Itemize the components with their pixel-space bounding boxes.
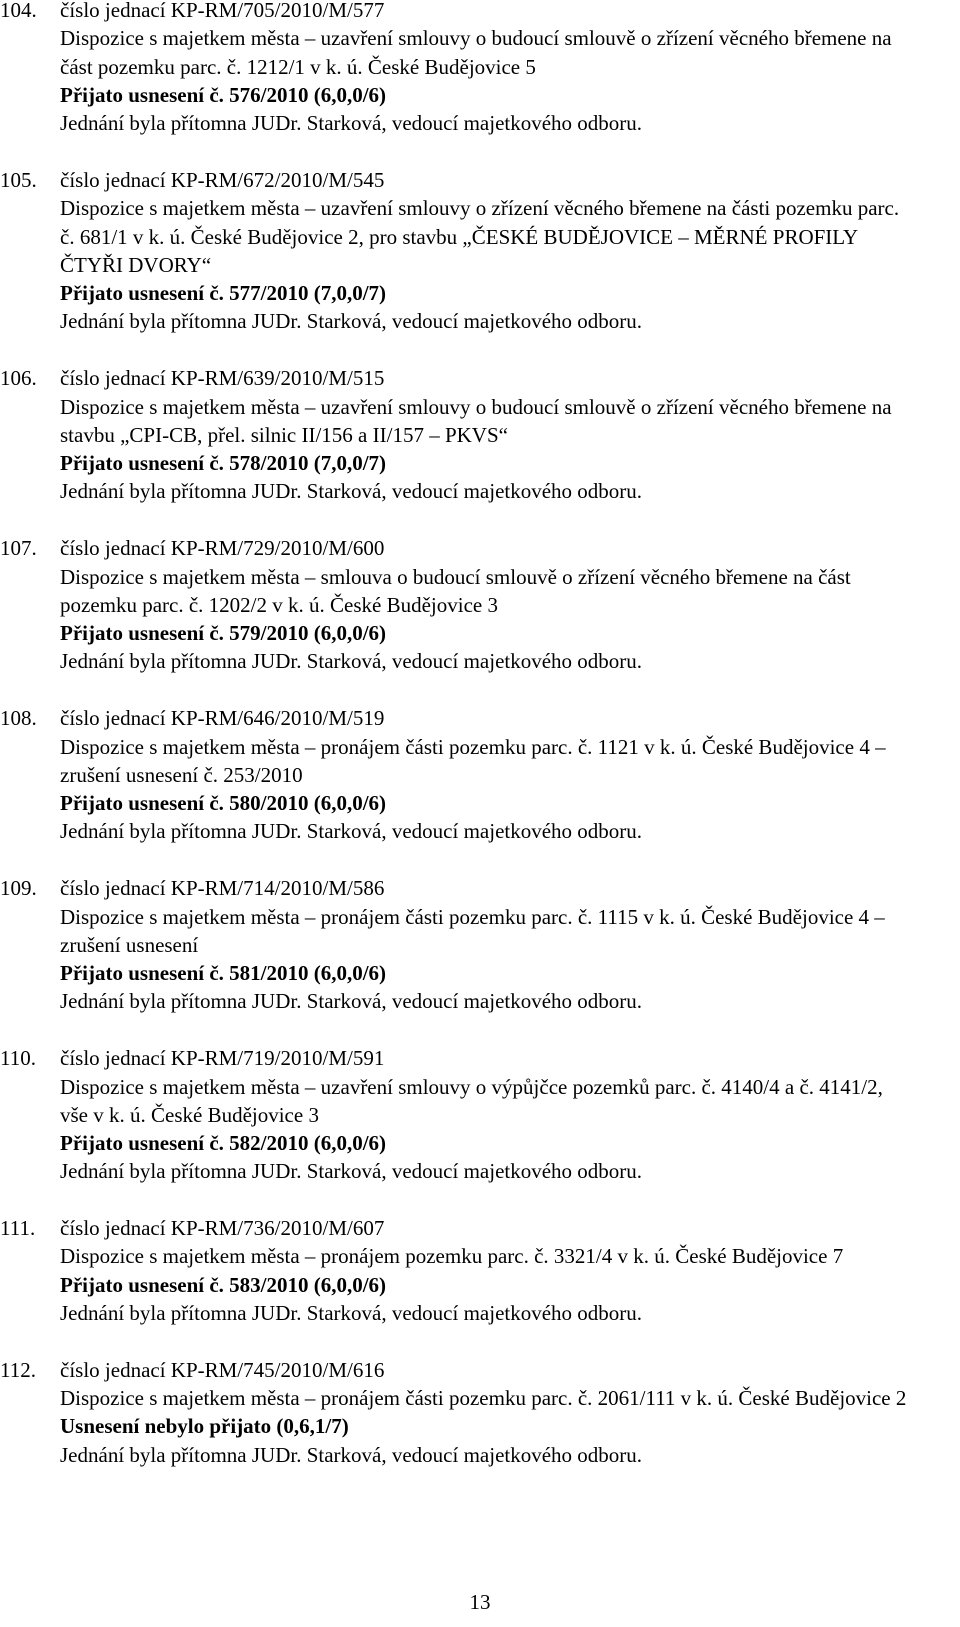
agenda-item-104 bbox=[0, 0, 960, 137]
item-description: Dispozice s majetkem města – uzavření smlouvy o výpůjčce pozemků parc. č. 4140/4 a č. 4141/2, vše v k. ú. České Budějovice 3 bbox=[60, 1074, 883, 1127]
reference-number: číslo jednací KP-RM/705/2010/M/577 bbox=[60, 0, 385, 22]
attendance-note: Jednání byla přítomna JUDr. Starková, vedoucí majetkového odboru. bbox=[60, 819, 643, 844]
agenda-item-107 bbox=[0, 534, 960, 675]
resolution-result: Usnesení nebylo přijato (0,6,1/7) bbox=[60, 1414, 349, 1439]
reference-number: číslo jednací KP-RM/729/2010/M/600 bbox=[60, 536, 385, 561]
item-number: 105. bbox=[0, 167, 37, 192]
resolution-result: Přijato usnesení č. 580/2010 (6,0,0/6) bbox=[60, 791, 387, 816]
item-description: Dispozice s majetkem města – uzavření smlouvy o budoucí smlouvě o zřízení věcného břemene na stavbu „CPI-CB, přel. silnic II/156 a II/157 – PKVS“ bbox=[60, 394, 892, 447]
agenda-item-110 bbox=[0, 1044, 960, 1185]
agenda-item-109 bbox=[0, 874, 960, 1015]
resolution-result: Přijato usnesení č. 582/2010 (6,0,0/6) bbox=[60, 1131, 387, 1156]
item-number: 111. bbox=[0, 1216, 36, 1241]
page-number: 13 bbox=[469, 1590, 491, 1614]
item-number: 112. bbox=[0, 1357, 36, 1382]
item-number: 104. bbox=[0, 0, 37, 22]
resolution-result: Přijato usnesení č. 578/2010 (7,0,0/7) bbox=[60, 451, 387, 476]
item-number: 106. bbox=[0, 366, 37, 391]
agenda-item-111 bbox=[0, 1214, 960, 1327]
attendance-note: Jednání byla přítomna JUDr. Starková, vedoucí majetkového odboru. bbox=[60, 309, 643, 334]
attendance-note: Jednání byla přítomna JUDr. Starková, vedoucí majetkového odboru. bbox=[60, 1442, 643, 1467]
attendance-note: Jednání byla přítomna JUDr. Starková, vedoucí majetkového odboru. bbox=[60, 1159, 643, 1184]
agenda-item-108 bbox=[0, 704, 960, 845]
resolution-result: Přijato usnesení č. 581/2010 (6,0,0/6) bbox=[60, 961, 387, 986]
attendance-note: Jednání byla přítomna JUDr. Starková, vedoucí majetkového odboru. bbox=[60, 111, 643, 136]
item-description: Dispozice s majetkem města – pronájem části pozemku parc. č. 2061/111 v k. ú. České Budějovice 2 bbox=[60, 1386, 907, 1411]
item-number: 109. bbox=[0, 876, 37, 901]
reference-number: číslo jednací KP-RM/646/2010/M/519 bbox=[60, 706, 385, 731]
item-description: Dispozice s majetkem města – uzavření smlouvy o budoucí smlouvě o zřízení věcného břemene na část pozemku parc. č. 1212/1 v k. ú. České Budějovice 5 bbox=[60, 26, 892, 79]
attendance-note: Jednání byla přítomna JUDr. Starková, vedoucí majetkového odboru. bbox=[60, 479, 643, 504]
item-number: 110. bbox=[0, 1046, 36, 1071]
reference-number: číslo jednací KP-RM/736/2010/M/607 bbox=[60, 1216, 385, 1241]
item-description: Dispozice s majetkem města – uzavření smlouvy o zřízení věcného břemene na části pozemku parc. č. 681/1 v k. ú. České Budějovice 2, pro stavbu „ČESKÉ BUDĚJOVICE – MĚRNÉ PROFILY ČTYŘI DVORY“ bbox=[60, 196, 900, 277]
attendance-note: Jednání byla přítomna JUDr. Starková, vedoucí majetkového odboru. bbox=[60, 1301, 643, 1326]
agenda-item-112 bbox=[0, 1356, 960, 1469]
reference-number: číslo jednací KP-RM/672/2010/M/545 bbox=[60, 167, 385, 192]
item-number: 108. bbox=[0, 706, 37, 731]
agenda-item-106 bbox=[0, 364, 960, 505]
item-description: Dispozice s majetkem města – pronájem pozemku parc. č. 3321/4 v k. ú. České Budějovice 7 bbox=[60, 1244, 844, 1269]
item-description: Dispozice s majetkem města – pronájem části pozemku parc. č. 1121 v k. ú. České Budějovice 4 – zrušení usnesení č. 253/2010 bbox=[60, 734, 886, 787]
reference-number: číslo jednací KP-RM/745/2010/M/616 bbox=[60, 1357, 385, 1382]
item-number: 107. bbox=[0, 536, 37, 561]
attendance-note: Jednání byla přítomna JUDr. Starková, vedoucí majetkového odboru. bbox=[60, 649, 643, 674]
resolution-result: Přijato usnesení č. 576/2010 (6,0,0/6) bbox=[60, 82, 387, 107]
resolution-result: Přijato usnesení č. 583/2010 (6,0,0/6) bbox=[60, 1272, 387, 1297]
attendance-note: Jednání byla přítomna JUDr. Starková, vedoucí majetkového odboru. bbox=[60, 989, 643, 1014]
item-description: Dispozice s majetkem města – pronájem části pozemku parc. č. 1115 v k. ú. České Budějovice 4 – zrušení usnesení bbox=[60, 904, 885, 957]
reference-number: číslo jednací KP-RM/639/2010/M/515 bbox=[60, 366, 385, 391]
resolution-result: Přijato usnesení č. 577/2010 (7,0,0/7) bbox=[60, 281, 387, 306]
item-description: Dispozice s majetkem města – smlouva o budoucí smlouvě o zřízení věcného břemene na část pozemku parc. č. 1202/2 v k. ú. České Budějovice 3 bbox=[60, 564, 851, 617]
reference-number: číslo jednací KP-RM/714/2010/M/586 bbox=[60, 876, 385, 901]
agenda-item-105 bbox=[0, 166, 960, 336]
reference-number: číslo jednací KP-RM/719/2010/M/591 bbox=[60, 1046, 385, 1071]
resolution-result: Přijato usnesení č. 579/2010 (6,0,0/6) bbox=[60, 621, 387, 646]
